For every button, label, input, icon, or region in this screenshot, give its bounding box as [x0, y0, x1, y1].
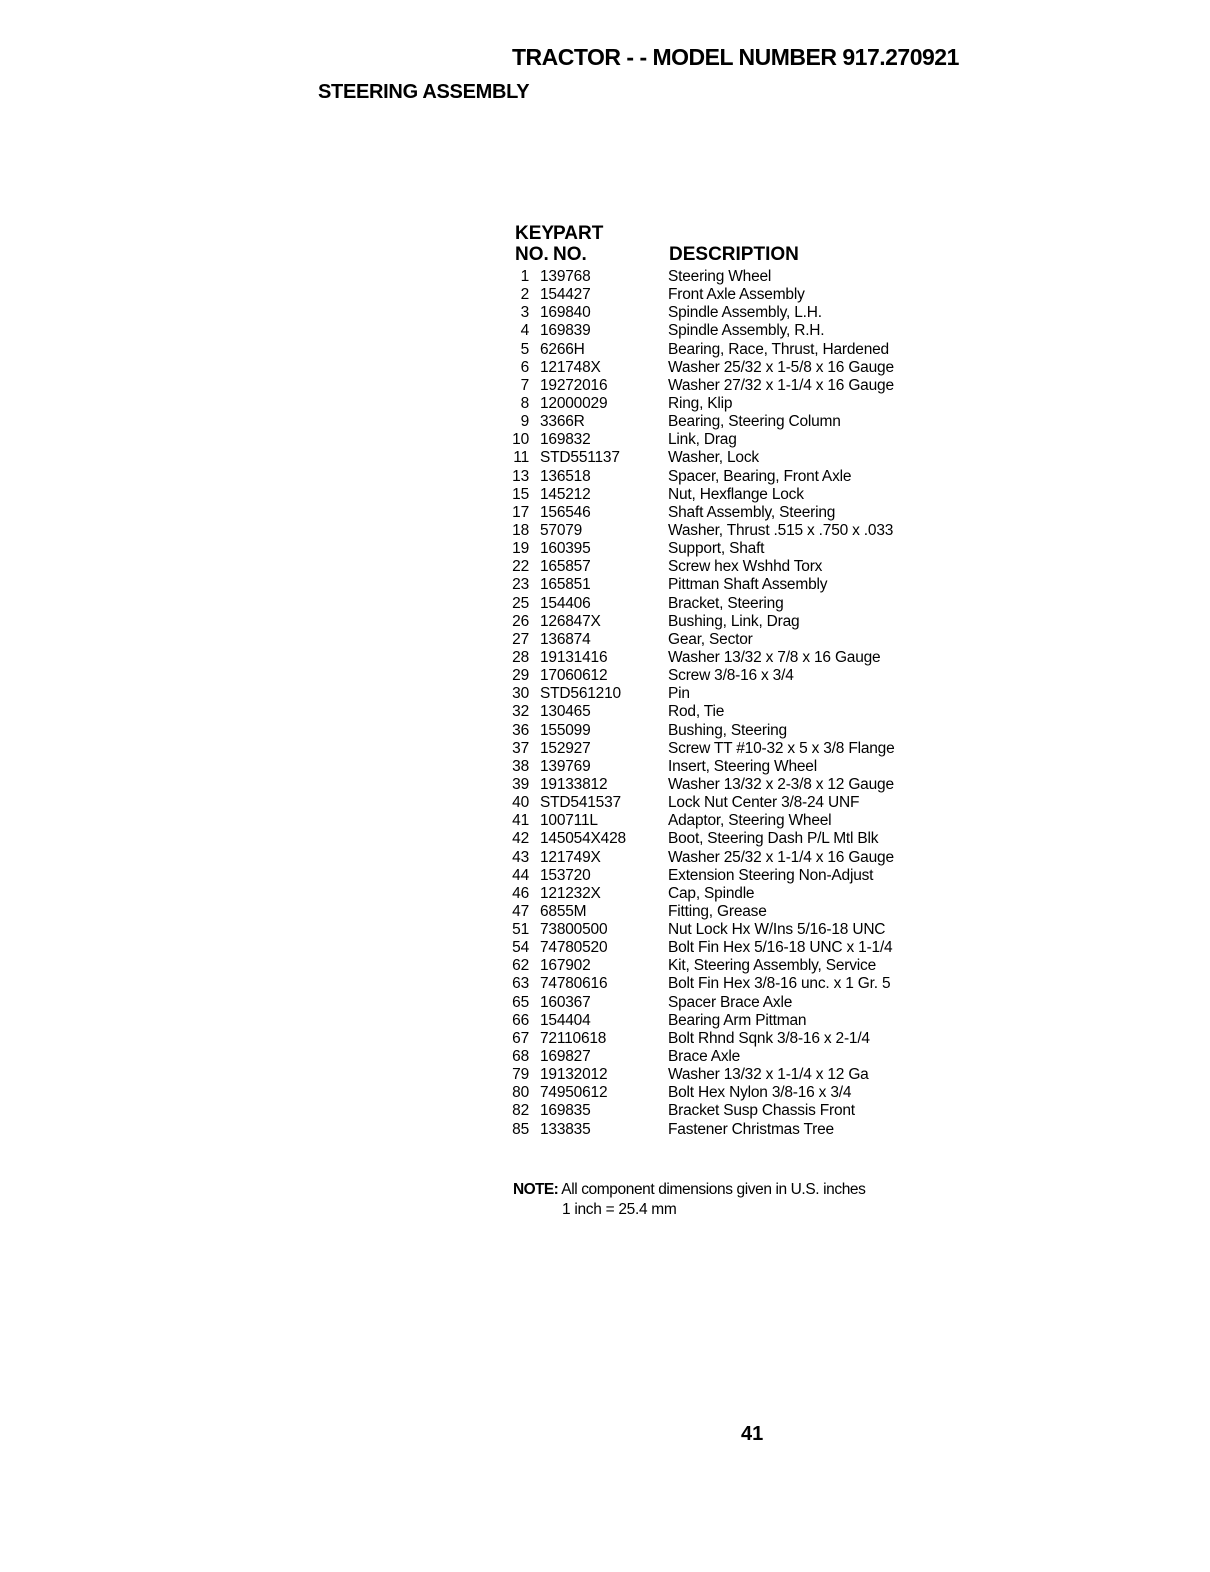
column-header-key-line2: NO.: [515, 244, 549, 265]
key-number: 39: [512, 775, 529, 793]
part-number: 19133812: [540, 775, 608, 793]
part-description: Screw hex Wshhd Torx: [668, 558, 823, 576]
table-row: [504, 994, 974, 1012]
key-number: 54: [512, 939, 529, 957]
key-number: 19: [512, 540, 529, 558]
part-description: Lock Nut Center 3/8-24 UNF: [668, 794, 860, 812]
part-number: 156546: [540, 503, 591, 521]
key-number: 42: [512, 830, 529, 848]
part-description: Spacer Brace Axle: [668, 993, 793, 1011]
part-number: 19272016: [540, 376, 608, 394]
part-description: Cap, Spindle: [668, 884, 755, 902]
table-row: [504, 885, 974, 903]
table-row: [504, 849, 974, 867]
part-number: 154404: [540, 1011, 591, 1029]
key-number: 26: [512, 612, 529, 630]
table-row: [504, 867, 974, 885]
table-row: [504, 540, 974, 558]
table-row: [504, 722, 974, 740]
key-number: 40: [512, 794, 529, 812]
table-row: [504, 1012, 974, 1030]
key-number: 10: [512, 431, 529, 449]
part-number: 169835: [540, 1102, 591, 1120]
table-row: [504, 812, 974, 830]
part-number: 152927: [540, 739, 591, 757]
key-number: 85: [512, 1120, 529, 1138]
part-number: 72110618: [540, 1029, 607, 1047]
table-row: [504, 975, 974, 993]
key-number: 43: [512, 848, 529, 866]
part-number: 73800500: [540, 921, 608, 939]
part-number: 121748X: [540, 358, 601, 376]
part-number: 167902: [540, 957, 591, 975]
table-row: [504, 1121, 974, 1139]
key-number: 5: [520, 340, 529, 358]
key-number: 80: [512, 1084, 529, 1102]
key-number: 82: [512, 1102, 529, 1120]
column-header-part-line2: NO.: [553, 244, 587, 265]
part-number: 139769: [540, 757, 591, 775]
table-row: [504, 1084, 974, 1102]
part-number: 74780616: [540, 975, 608, 993]
part-number: 57079: [540, 521, 583, 539]
key-number: 28: [512, 648, 529, 666]
table-row: [504, 286, 974, 304]
key-number: 2: [520, 286, 529, 304]
part-description: Washer 13/32 x 7/8 x 16 Gauge: [668, 648, 881, 666]
part-number: 6266H: [540, 340, 585, 358]
note-conversion: 1 inch = 25.4 mm: [562, 1201, 677, 1218]
part-description: Extension Steering Non-Adjust: [668, 866, 874, 884]
key-number: 23: [512, 576, 529, 594]
part-description: Steering Wheel: [668, 268, 772, 285]
key-number: 7: [520, 376, 529, 394]
key-number: 67: [512, 1029, 529, 1047]
part-number: 160367: [540, 993, 591, 1011]
table-row: [504, 486, 974, 504]
part-description: Brace Axle: [668, 1048, 741, 1066]
part-number: 169827: [540, 1048, 591, 1066]
part-description: Front Axle Assembly: [668, 286, 805, 304]
column-header-key-line1: KEY: [515, 223, 555, 244]
part-description: Bracket, Steering: [668, 594, 784, 612]
part-description: Bolt Hex Nylon 3/8-16 x 3/4: [668, 1084, 852, 1102]
key-number: 4: [520, 322, 529, 340]
part-description: Washer 27/32 x 1-1/4 x 16 Gauge: [668, 376, 894, 394]
part-number: 154406: [540, 594, 591, 612]
column-header-description: DESCRIPTION: [669, 244, 799, 265]
part-description: Bearing, Steering Column: [668, 413, 841, 431]
part-description: Insert, Steering Wheel: [668, 757, 817, 775]
table-row: [504, 613, 974, 631]
part-description: Screw TT #10-32 x 5 x 3/8 Flange: [668, 739, 895, 757]
table-row: [504, 921, 974, 939]
table-row: [504, 595, 974, 613]
part-description: Gear, Sector: [668, 630, 753, 648]
part-number: 3366R: [540, 413, 585, 431]
part-number: 145054X428: [540, 830, 626, 848]
table-row: [504, 776, 974, 794]
table-row: [504, 1030, 974, 1048]
part-number: 160395: [540, 540, 591, 558]
table-row: [504, 631, 974, 649]
part-description: Support, Shaft: [668, 540, 765, 558]
table-row: [504, 558, 974, 576]
part-description: Screw 3/8-16 x 3/4: [668, 667, 794, 685]
key-number: 27: [512, 630, 529, 648]
key-number: 38: [512, 757, 529, 775]
part-number: 74950612: [540, 1084, 608, 1102]
part-number: 154427: [540, 286, 591, 304]
key-number: 17: [512, 503, 529, 521]
key-number: 63: [512, 975, 529, 993]
part-description: Adaptor, Steering Wheel: [668, 812, 832, 830]
part-description: Bearing Arm Pittman: [668, 1011, 807, 1029]
part-description: Pin: [668, 685, 690, 703]
part-number: 6855M: [540, 902, 587, 920]
key-number: 36: [512, 721, 529, 739]
note: [513, 1181, 866, 1199]
part-description: Washer 25/32 x 1-5/8 x 16 Gauge: [668, 358, 894, 376]
part-number: 19132012: [540, 1066, 608, 1084]
key-number: 1: [520, 268, 529, 285]
part-description: Washer 13/32 x 1-1/4 x 12 Ga: [668, 1066, 869, 1084]
part-description: Pittman Shaft Assembly: [668, 576, 828, 594]
part-description: Bushing, Steering: [668, 721, 787, 739]
table-row: [504, 576, 974, 594]
key-number: 66: [512, 1011, 529, 1029]
part-number: 136874: [540, 630, 591, 648]
table-row: [504, 939, 974, 957]
part-number: 130465: [540, 703, 591, 721]
parts-list: [504, 268, 974, 1139]
note-text: All component dimensions given in U.S. inches: [558, 1181, 866, 1198]
key-number: 46: [512, 884, 529, 902]
key-number: 18: [512, 521, 529, 539]
table-row: [504, 1102, 974, 1120]
page-title: TRACTOR - - MODEL NUMBER 917.270921: [512, 44, 959, 70]
table-row: [504, 431, 974, 449]
part-number: 121232X: [540, 884, 601, 902]
part-number: 169839: [540, 322, 591, 340]
table-row: [504, 359, 974, 377]
table-row: [504, 957, 974, 975]
table-row: [504, 740, 974, 758]
key-number: 11: [513, 449, 529, 467]
part-number: STD561210: [540, 685, 621, 703]
part-description: Washer, Thrust .515 x .750 x .033: [668, 521, 894, 539]
table-row: [504, 377, 974, 395]
part-number: 74780520: [540, 939, 608, 957]
part-number: 139768: [540, 268, 591, 285]
table-row: [504, 395, 974, 413]
part-description: Washer, Lock: [668, 449, 759, 467]
part-description: Bracket Susp Chassis Front: [668, 1102, 855, 1120]
part-description: Link, Drag: [668, 431, 737, 449]
key-number: 32: [512, 703, 529, 721]
part-description: Nut, Hexflange Lock: [668, 485, 804, 503]
part-number: 169832: [540, 431, 591, 449]
key-number: 41: [512, 812, 529, 830]
part-description: Spindle Assembly, R.H.: [668, 322, 825, 340]
table-row: [504, 522, 974, 540]
column-header-part-line1: PART: [553, 223, 604, 244]
part-number: 153720: [540, 866, 591, 884]
table-row: [504, 322, 974, 340]
key-number: 51: [512, 921, 529, 939]
table-row: [504, 794, 974, 812]
table-row: [504, 304, 974, 322]
key-number: 8: [520, 394, 529, 412]
part-number: 155099: [540, 721, 591, 739]
part-number: 19131416: [540, 648, 608, 666]
key-number: 9: [520, 413, 529, 431]
part-description: Kit, Steering Assembly, Service: [668, 957, 877, 975]
part-description: Bushing, Link, Drag: [668, 612, 800, 630]
table-row: [504, 449, 974, 467]
part-description: Fastener Christmas Tree: [668, 1120, 834, 1138]
part-description: Shaft Assembly, Steering: [668, 503, 836, 521]
page-number: 41: [741, 1423, 764, 1445]
key-number: 13: [512, 467, 529, 485]
table-row: [504, 341, 974, 359]
key-number: 25: [512, 594, 529, 612]
part-description: Washer 25/32 x 1-1/4 x 16 Gauge: [668, 848, 894, 866]
table-row: [504, 649, 974, 667]
part-description: Bolt Fin Hex 3/8-16 unc. x 1 Gr. 5: [668, 975, 891, 993]
section-title: STEERING ASSEMBLY: [318, 81, 530, 103]
key-number: 15: [512, 485, 529, 503]
key-number: 65: [512, 993, 529, 1011]
part-number: 133835: [540, 1120, 591, 1138]
table-row: [504, 1066, 974, 1084]
key-number: 22: [512, 558, 529, 576]
key-number: 37: [512, 739, 529, 757]
table-row: [504, 413, 974, 431]
part-number: 12000029: [540, 394, 608, 412]
part-number: 169840: [540, 304, 591, 322]
part-description: Rod, Tie: [668, 703, 725, 721]
key-number: 29: [512, 667, 529, 685]
table-row: [504, 268, 974, 286]
part-description: Bolt Fin Hex 5/16-18 UNC x 1-1/4: [668, 939, 893, 957]
key-number: 6: [520, 358, 529, 376]
part-number: STD541537: [540, 794, 621, 812]
table-row: [504, 758, 974, 776]
part-number: 165857: [540, 558, 591, 576]
part-number: 100711L: [540, 812, 598, 830]
part-number: 126847X: [540, 612, 601, 630]
table-row: [504, 1048, 974, 1066]
table-row: [504, 903, 974, 921]
part-number: 17060612: [540, 667, 608, 685]
table-row: [504, 468, 974, 486]
part-number: 136518: [540, 467, 591, 485]
note-label: NOTE:: [513, 1181, 559, 1198]
key-number: 47: [512, 902, 529, 920]
part-number: STD551137: [540, 449, 620, 467]
part-number: 145212: [540, 485, 591, 503]
part-description: Ring, Klip: [668, 394, 733, 412]
table-row: [504, 830, 974, 848]
key-number: 3: [520, 304, 529, 322]
part-description: Fitting, Grease: [668, 902, 767, 920]
key-number: 30: [512, 685, 529, 703]
table-row: [504, 703, 974, 721]
part-description: Washer 13/32 x 2-3/8 x 12 Gauge: [668, 775, 894, 793]
part-description: Bolt Rhnd Sqnk 3/8-16 x 2-1/4: [668, 1029, 870, 1047]
part-description: Nut Lock Hx W/Ins 5/16-18 UNC: [668, 921, 886, 939]
part-number: 121749X: [540, 848, 601, 866]
key-number: 44: [512, 866, 529, 884]
part-description: Spacer, Bearing, Front Axle: [668, 467, 852, 485]
key-number: 62: [512, 957, 529, 975]
part-description: Spindle Assembly, L.H.: [668, 304, 822, 322]
key-number: 68: [512, 1048, 529, 1066]
table-row: [504, 504, 974, 522]
table-row: [504, 685, 974, 703]
part-description: Boot, Steering Dash P/L Mtl Blk: [668, 830, 879, 848]
table-row: [504, 667, 974, 685]
key-number: 79: [512, 1066, 529, 1084]
part-description: Bearing, Race, Thrust, Hardened: [668, 340, 889, 358]
part-number: 165851: [540, 576, 591, 594]
